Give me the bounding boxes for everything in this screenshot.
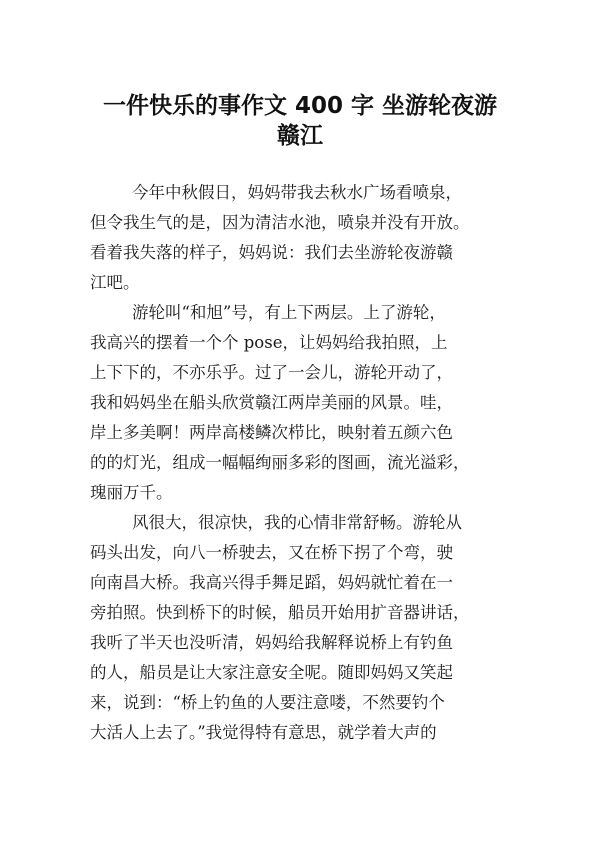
text-line: 岸上多美啊！两岸高楼鳞次栉比，映射着五颜六色 xyxy=(90,423,453,442)
text-line: 风很大，很凉快，我的心情非常舒畅。游轮从 xyxy=(132,513,462,532)
text-line: 码头出发，向八一桥驶去，又在桥下拐了个弯，驶 xyxy=(90,543,453,562)
text-line: 游轮叫“和旭”号，有上下两层。上了游轮， xyxy=(132,303,446,322)
text-line: 旁拍照。快到桥下的时候，船员开始用扩音器讲话， xyxy=(90,603,470,622)
text-line: 我听了半天也没听清，妈妈给我解释说桥上有钓鱼 xyxy=(90,633,453,652)
paragraph-3 xyxy=(90,508,520,748)
title-line: 一件快乐的事作文 400 字 坐游轮夜游 xyxy=(102,93,498,120)
text-line: 今年中秋假日，妈妈带我去秋水广场看喷泉， xyxy=(132,183,462,202)
text-line: 我高兴的摆着一个个 pose，让妈妈给我拍照，上 xyxy=(90,333,448,352)
paragraph-2 xyxy=(90,298,520,508)
text-line: 看着我失落的样子，妈妈说：我们去坐游轮夜游赣 xyxy=(90,243,453,262)
text-line: 来，说到：“桥上钓鱼的人要注意喽，不然要钓个 xyxy=(90,693,445,712)
text-line: 的人，船员是让大家注意安全呢。随即妈妈又笑起 xyxy=(90,663,453,682)
title-line: 赣江 xyxy=(277,123,323,150)
text-line: 但令我生气的是，因为清洁水池，喷泉并没有开放。 xyxy=(90,213,470,232)
text-line: 瑰丽万千。 xyxy=(90,483,173,502)
text-line: 我和妈妈坐在船头欣赏赣江两岸美丽的风景。哇， xyxy=(90,393,453,412)
text-line: 向南昌大桥。我高兴得手舞足蹈，妈妈就忙着在一 xyxy=(90,573,453,592)
text-line: 的的灯光，组成一幅幅绚丽多彩的图画，流光溢彩， xyxy=(90,453,470,472)
document-body xyxy=(90,178,520,748)
text-line: 大活人上去了。”我觉得特有意思，就学着大声的 xyxy=(90,723,437,742)
text-line: 上下下的，不亦乐乎。过了一会儿，游轮开动了， xyxy=(90,363,453,382)
text-line: 江吧。 xyxy=(90,273,140,292)
paragraph-1 xyxy=(90,178,520,298)
document-title xyxy=(60,91,540,151)
